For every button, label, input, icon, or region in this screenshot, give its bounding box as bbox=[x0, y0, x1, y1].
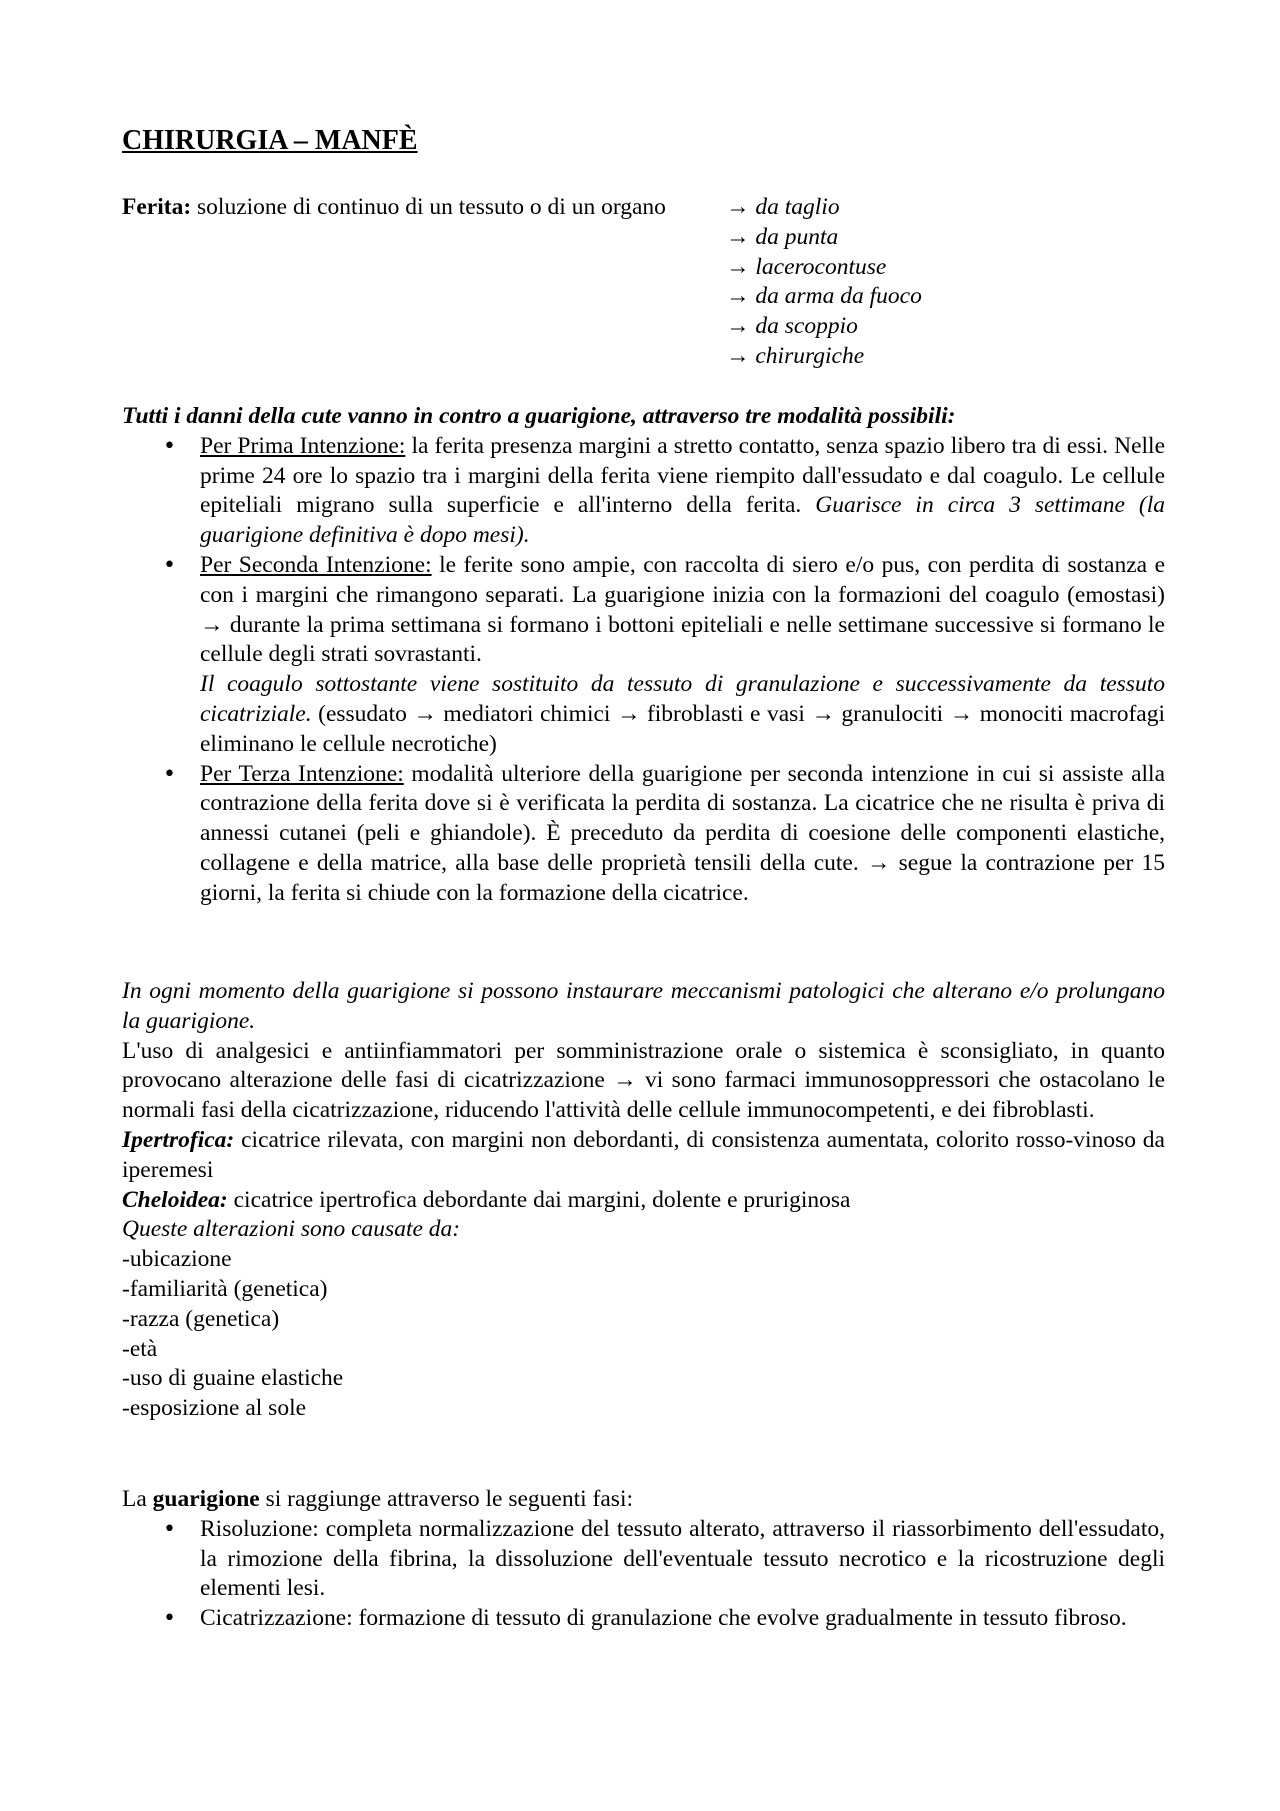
page-title: CHIRURGIA – MANFÈ bbox=[122, 125, 418, 156]
patologici-paragraph: In ogni momento della guarigione si possono instaurare meccanismi patologici che alterano e/o prolungano la guarigione. bbox=[122, 978, 1165, 1034]
fasi-intro: La guarigione si raggiunge attraverso le seguenti fasi: bbox=[122, 1486, 634, 1512]
list-item: • Per Prima Intenzione: la ferita presenza margini a stretto contatto, senza spazio libero tra di essi. Nelle prime 24 ore lo spazio tra i margini della ferita viene riempito dall'essudato e dal coagulo. Le cellule epiteliali migrano sulla superficie e all'interno della ferita. Guarisce in circa 3 settimane (la guarigione definitiva è dopo mesi). bbox=[122, 432, 1165, 551]
ipertrofica-paragraph: Ipertrofica: cicatrice rilevata, con margini non debordanti, di consistenza aumentata, colorito rosso-vinoso da iperemesi bbox=[122, 1126, 1165, 1183]
ferita-definition bbox=[122, 193, 1165, 369]
complicanze-section bbox=[122, 977, 1165, 1424]
ferita-label: Ferita: bbox=[122, 194, 192, 220]
ferita-type: → lacerocontuse bbox=[726, 253, 887, 280]
list-item: • Cicatrizzazione: formazione di tessuto di granulazione che evolve gradualmente in tessuto fibroso. bbox=[122, 1604, 1165, 1634]
guarigione-intro: Tutti i danni della cute vanno in contro a guarigione, attraverso tre modalità possibili: bbox=[122, 403, 956, 429]
ferita-type: → da scoppio bbox=[726, 313, 858, 340]
list-item: • Per Seconda Intenzione: le ferite sono ampie, con raccolta di siero e/o pus, con perdita di sostanza e con i margini che rimangono separati. La guarigione inizia con la formazioni del coagulo (emostasi) → durante la prima settimana si formano i bottoni epiteliali e nelle settimane successive si formano le cellule degli strati sovrastanti. Il coagulo sottostante viene sostituito da tessuto di granulazione e successivamente da tessuto cicatriziale. (essudato → mediatori chimici → fibroblasti e vasi → granulociti → monociti macrofagi eliminano le cellule necrotiche) bbox=[122, 551, 1165, 760]
ferita-type: → chirurgiche bbox=[726, 343, 865, 369]
cheloidea-paragraph: Cheloidea: cicatrice ipertrofica debordante dai margini, dolente e pruriginosa bbox=[122, 1186, 851, 1213]
cause-item: -uso di guaine elastiche bbox=[122, 1365, 344, 1392]
cause-item: -esposizione al sole bbox=[122, 1395, 307, 1422]
list-item: • Risoluzione: completa normalizzazione del tessuto alterato, attraverso il riassorbimento dell'essudato, la rimozione della fibrina, la dissoluzione dell'eventuale tessuto necrotico e la ricostruzione degli elementi lesi. bbox=[122, 1515, 1165, 1604]
list-item: • Per Terza Intenzione: modalità ulteriore della guarigione per seconda intenzione in cui si assiste alla contrazione della ferita dove si è verificata la perdita di sostanza. La cicatrice che ne risulta è priva di annessi cutanei (peli e ghiandole). È preceduto da perdita di coesione delle componenti elastiche, collagene e della matrice, alla base delle proprietà tensili della cute. → segue la contrazione per 15 giorni, la ferita si chiude con la formazione della cicatrice. bbox=[122, 760, 1165, 909]
ferita-type: → da arma da fuoco bbox=[726, 283, 922, 310]
fasi-section bbox=[122, 1485, 1165, 1634]
guarigione-section bbox=[122, 402, 1165, 909]
fasi-list bbox=[122, 1515, 1165, 1634]
ferita-type: → da taglio bbox=[726, 194, 840, 220]
intenzioni-list bbox=[122, 432, 1165, 909]
cause-item: -età bbox=[122, 1335, 158, 1362]
cause-item: -familiarità (genetica) bbox=[122, 1275, 328, 1302]
cause-intro: Queste alterazioni sono causate da: bbox=[122, 1216, 461, 1243]
cause-item: -ubicazione bbox=[122, 1246, 232, 1273]
ferita-text: soluzione di continuo di un tessuto o di un organo bbox=[197, 194, 666, 220]
cause-item: -razza (genetica) bbox=[122, 1305, 280, 1332]
analgesici-paragraph: L'uso di analgesici e antiinfiammatori per somministrazione orale o sistemica è sconsigliato, in quanto provocano alterazione delle fasi di cicatrizzazione → vi sono farmaci immunosoppressori che ostacolano le normali fasi della cicatrizzazione, riducendo l'attività delle cellule immunocompetenti, e dei fibroblasti. bbox=[122, 1037, 1165, 1124]
ferita-type: → da punta bbox=[726, 223, 839, 250]
